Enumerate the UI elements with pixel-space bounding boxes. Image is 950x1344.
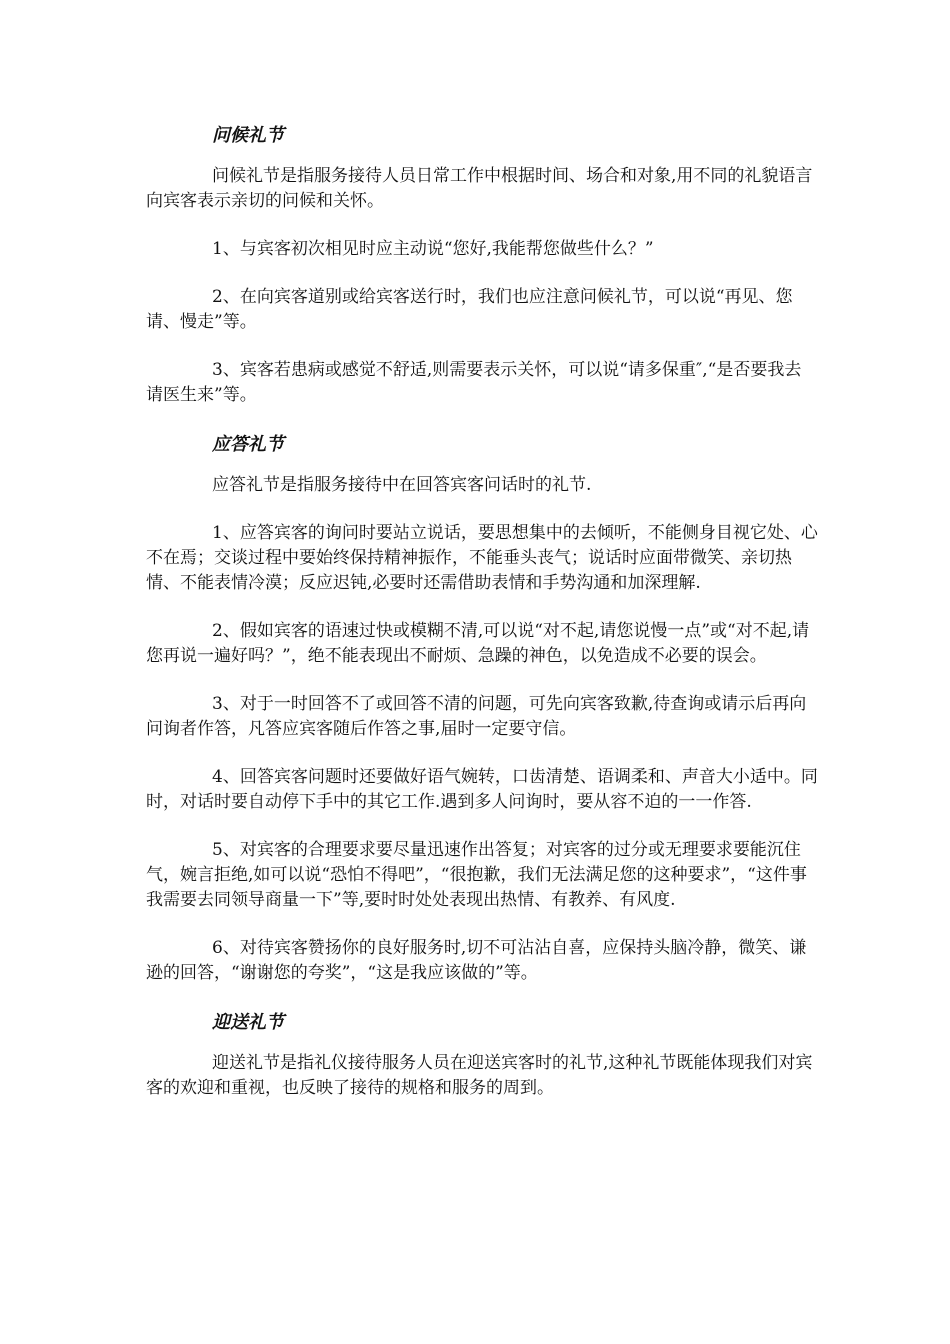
section-heading: 迎送礼节: [212, 1012, 284, 1033]
document-body: [146, 122, 818, 1124]
paragraph: 应答礼节是指服务接待中在回答宾客问话时的礼节.: [212, 475, 592, 495]
paragraph: 迎送礼节是指礼仪接待服务人员在迎送宾客时的礼节,这种礼节既能体现我们对宾客的欢迎和重视，也反映了接待的规格和服务的周到。: [146, 1053, 813, 1098]
paragraph: 3、宾客若患病或感觉不舒适,则需要表示关怀，可以说“请多保重″,“是否要我去请医生来”等。: [146, 360, 802, 405]
section-heading: 应答礼节: [212, 434, 284, 455]
section-response: [146, 431, 818, 986]
paragraph: 1、与宾客初次相见时应主动说“您好,我能帮您做些什么？”: [212, 239, 654, 259]
section-greeting: [146, 122, 818, 408]
paragraph: 3、对于一时回答不了或回答不清的问题，可先向宾客致歉,待查询或请示后再向问询者作答，凡答应宾客随后作答之事,届时一定要守信。: [146, 694, 807, 739]
paragraph: 问候礼节是指服务接待人员日常工作中根据时间、场合和对象,用不同的礼貌语言向宾客表示亲切的问候和关怀。: [146, 166, 813, 211]
section-welcome-farewell: [146, 1009, 818, 1101]
paragraph: 6、对待宾客赞扬你的良好服务时,切不可沾沾自喜，应保持头脑冷静，微笑、谦逊的回答，“谢谢您的夸奖”，“这是我应该做的”等。: [146, 938, 807, 983]
paragraph: 4、回答宾客问题时还要做好语气婉转，口齿清楚、语调柔和、声音大小适中。同时，对话时要自动停下手中的其它工作.遇到多人问询时，要从容不迫的一一作答.: [146, 767, 818, 812]
paragraph: 5、对宾客的合理要求要尽量迅速作出答复；对宾客的过分或无理要求要能沉住气，婉言拒绝,如可以说“恐怕不得吧”，“很抱歉，我们无法满足您的这种要求”，“这件事我需要去同领导商量一下”等,要时时处处表现出热情、有教养、有风度.: [146, 840, 807, 910]
paragraph: 2、假如宾客的语速过快或模糊不清,可以说“对不起,请您说慢一点”或“对不起,请您再说一遍好吗？”，绝不能表现出不耐烦、急躁的神色，以免造成不必要的误会。: [146, 621, 810, 666]
paragraph: 1、应答宾客的询问时要站立说话，要思想集中的去倾听，不能侧身目视它处、心不在焉；交谈过程中要始终保持精神振作，不能垂头丧气；说话时应面带微笑、亲切热情、不能表情冷漠；反应迟钝,必要时还需借助表情和手势沟通和加深理解.: [146, 523, 818, 593]
section-heading: 问候礼节: [212, 125, 284, 146]
paragraph: 2、在向宾客道别或给宾客送行时，我们也应注意问候礼节，可以说“再见、您请、慢走”等。: [146, 287, 793, 332]
